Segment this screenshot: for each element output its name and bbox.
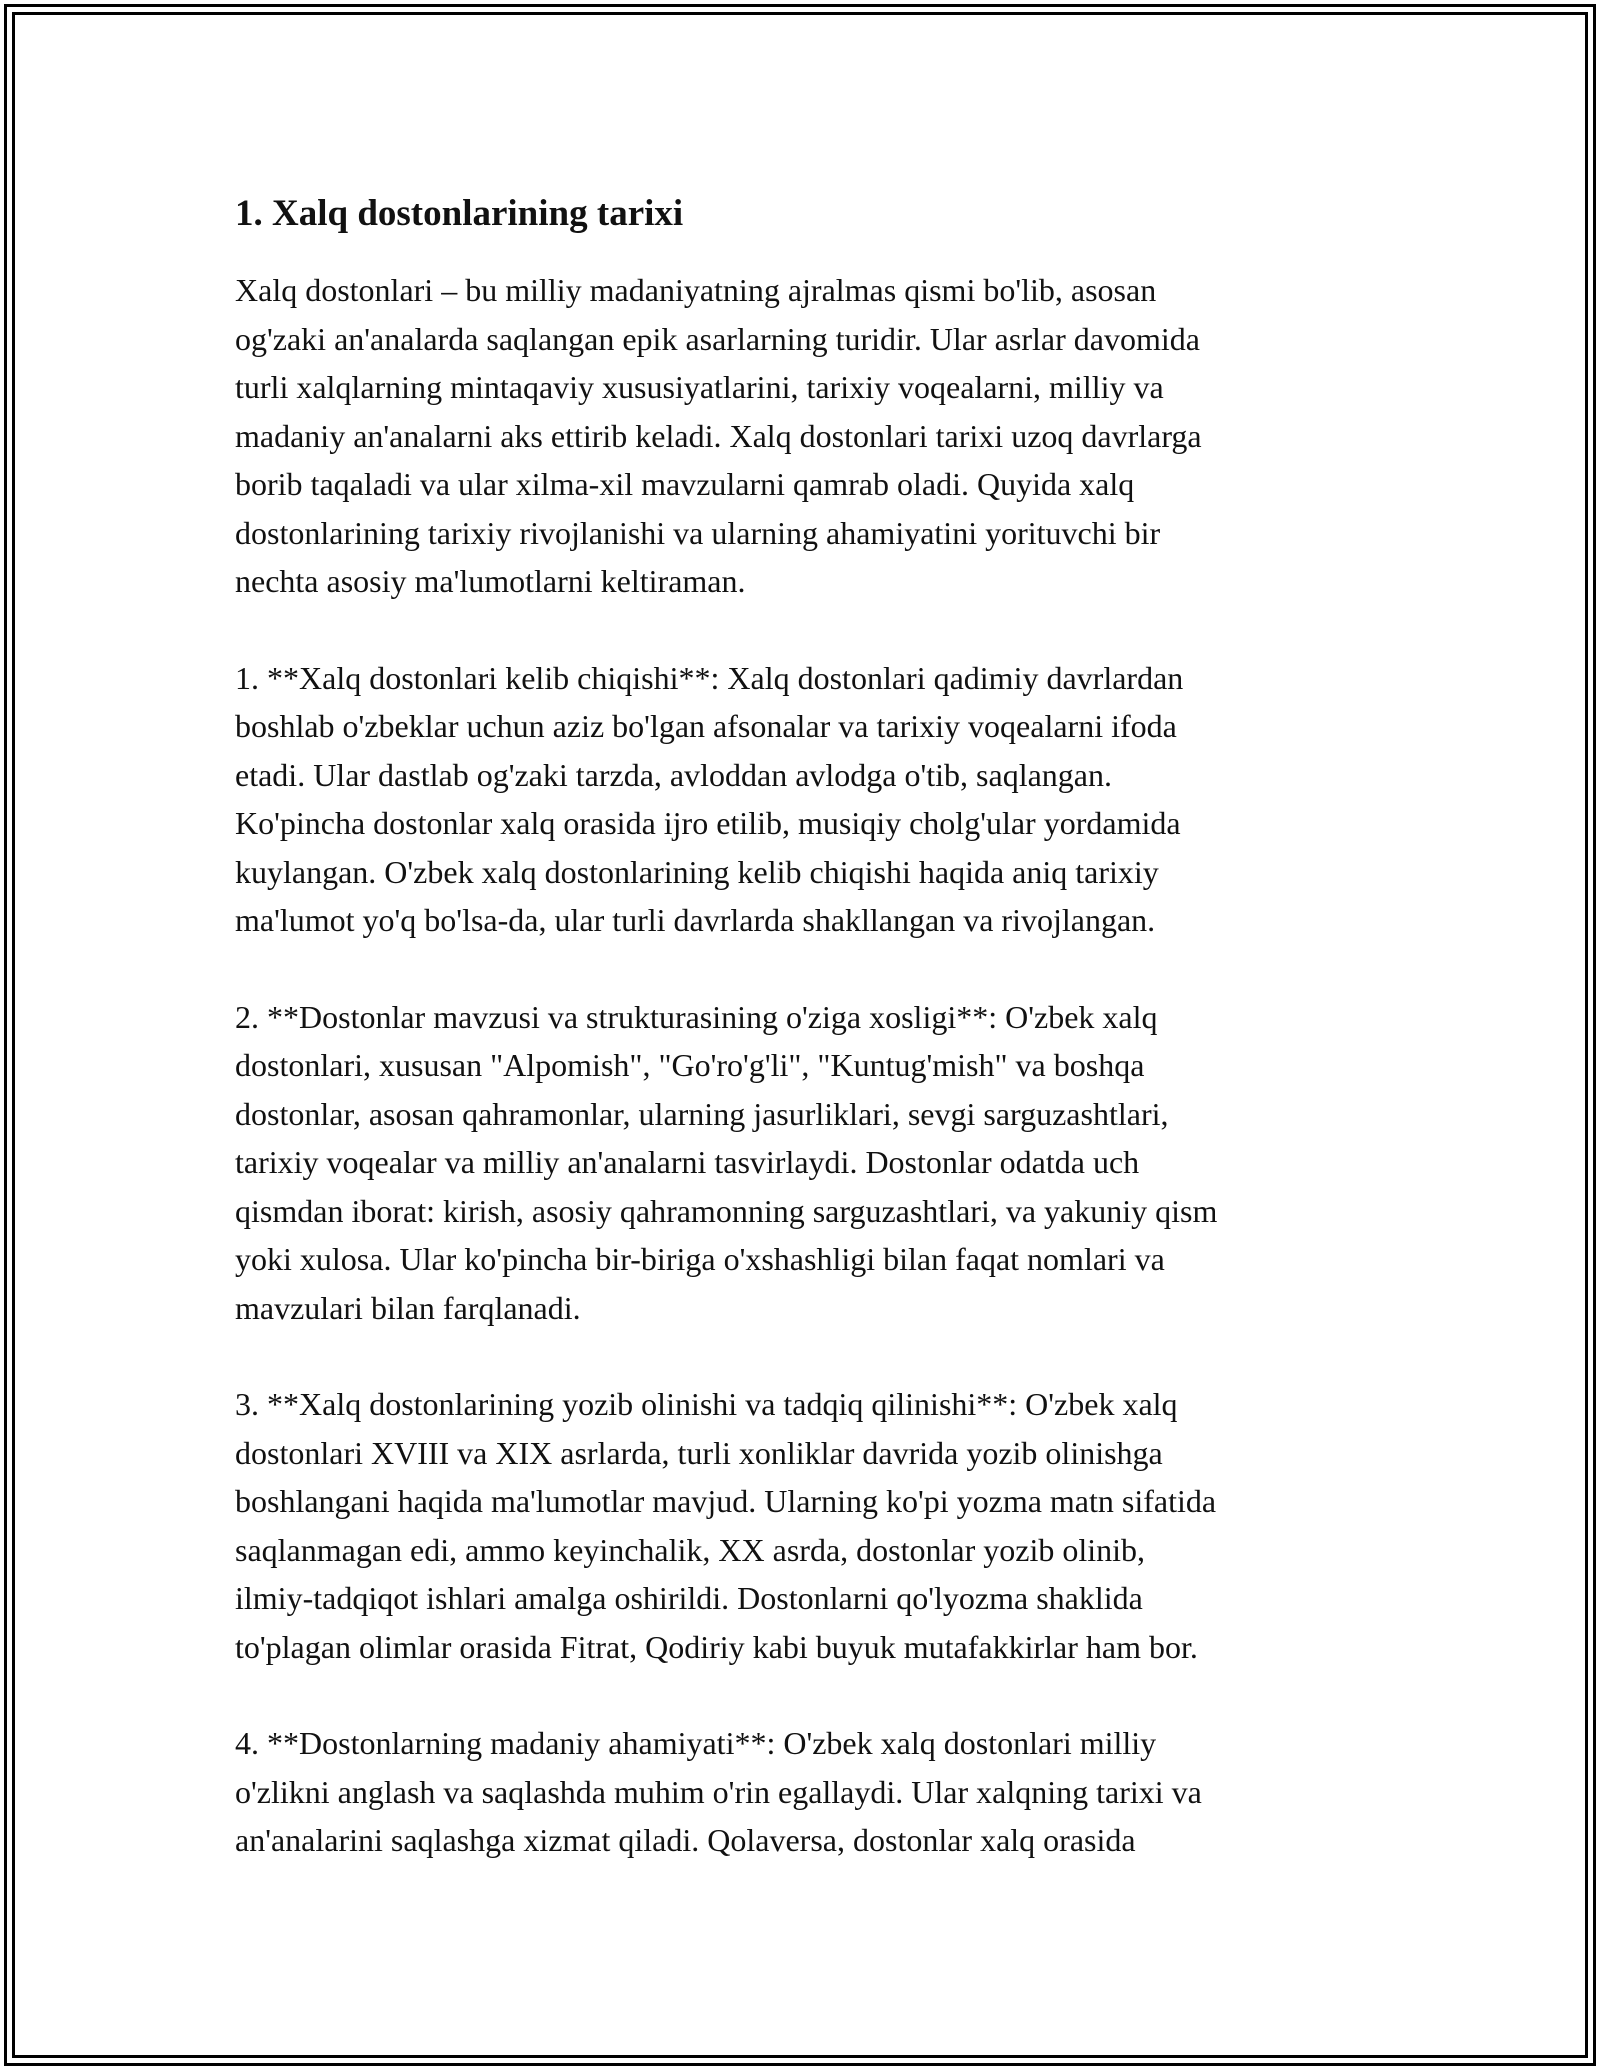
paragraph-themes-structure: 2. **Dostonlar mavzusi va strukturasining o'ziga xosligi**: O'zbek xalq dostonlari, xususan "Alpomish", "Go'ro'g'li", "Kuntug'mish" va boshqa dostonlar, asosan qahramonlar, ularning jasurliklari, sevgi sarguzashtlari, tarixiy voqealar va milliy an'analarni tasvirlaydi. Dostonlar odatda uch qismdan iborat: kirish, asosiy qahramonning sarguzashtlari, va yakuniy qism yoki xulosa. Ular ko'pincha bir-biriga o'xshashligi bilan faqat nomlari va mavzulari bilan farqlanadi. [235, 998, 1218, 1326]
paragraph-origins: 1. **Xalq dostonlari kelib chiqishi**: Xalq dostonlari qadimiy davrlardan boshlab o'zbeklar uchun aziz bo'lgan afsonalar va tarixiy voqealarni ifoda etadi. Ular dastlab og'zaki tarzda, avloddan avlodga o'tib, saqlangan. Ko'pincha dostonlar xalq orasida ijro etilib, musiqiy cholg'ular yordamida kuylangan. O'zbek xalq dostonlarining kelib chiqishi haqida aniq tarixiy ma'lumot yo'q bo'lsa-da, ular turli davrlarda shakllangan va rivojlangan. [235, 659, 1184, 938]
document-title: 1. Xalq dostonlarining tarixi [235, 193, 684, 234]
paragraph-recording-research: 3. **Xalq dostonlarining yozib olinishi va tadqiq qilinishi**: O'zbek xalq dostonlari XVIII va XIX asrlarda, turli xonliklar davrida yozib olinishga boshlangani haqida ma'lumotlar mavjud. Ularning ko'pi yozma matn sifatida saqlanmagan edi, ammo keyinchalik, XX asrda, dostonlar yozib olinib, ilmiy-tadqiqot ishlari amalga oshirildi. Dostonlarni qo'lyozma shaklida to'plagan olimlar orasida Fitrat, Qodiriy kabi buyuk mutafakkirlar ham bor. [235, 1386, 1217, 1665]
paragraph-cultural-significance: 4. **Dostonlarning madaniy ahamiyati**: O'zbek xalq dostonlari milliy o'zlikni anglash va saqlashda muhim o'rin egallaydi. Ular xalqning tarixi va an'analarini saqlashga xizmat qiladi. Qolaversa, dostonlar xalq orasida [235, 1725, 1202, 1858]
intro-paragraph: Xalq dostonlari – bu milliy madaniyatning ajralmas qismi bo'lib, asosan og'zaki an'analarda saqlangan epik asarlarning turidir. Ular asrlar davomida turli xalqlarning mintaqaviy xususiyatlarini, tarixiy voqealarni, milliy va madaniy an'analarni aks ettirib keladi. Xalq dostonlari tarixi uzoq davrlarga borib taqaladi va ular xilma-xil mavzularni qamrab oladi. Quyida xalq dostonlarining tarixiy rivojlanishi va ularning ahamiyatini yorituvchi bir nechta asosiy ma'lumotlarni keltiraman. [235, 272, 1202, 599]
document-body [235, 186, 1365, 1913]
